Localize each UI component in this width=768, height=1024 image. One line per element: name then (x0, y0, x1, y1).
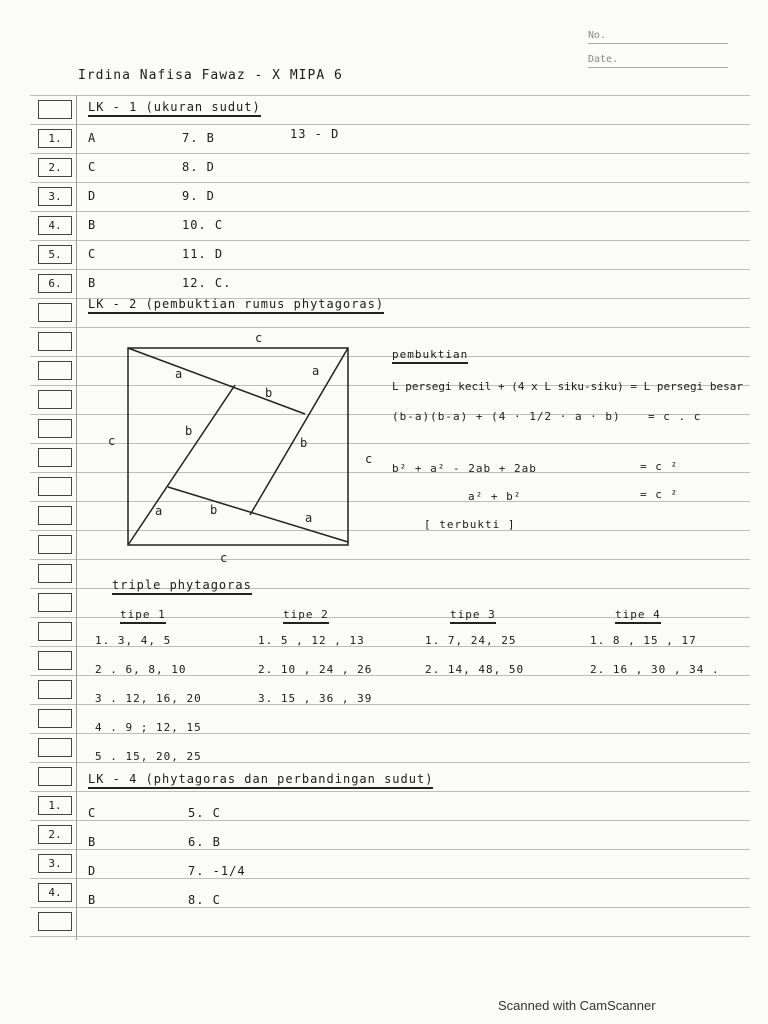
margin-box: 6. (38, 274, 72, 293)
answer-lk1-11: 11. D (182, 247, 224, 261)
ruled-line (30, 240, 750, 241)
margin-box: 5. (38, 245, 72, 264)
margin-box (38, 709, 72, 728)
margin-box (38, 303, 72, 322)
triple-type-label: tipe 1 (120, 608, 166, 624)
margin-box (38, 100, 72, 119)
margin-box: 2. (38, 825, 72, 844)
label-c-left: c (108, 434, 116, 448)
answer-lk1-12: 12. C. (182, 276, 232, 290)
label-a: a (155, 504, 163, 518)
diagram-line (168, 487, 348, 542)
margin-line (76, 95, 77, 940)
margin-box (38, 593, 72, 612)
answer-lk4-6: 6. B (188, 835, 221, 849)
margin-box (38, 506, 72, 525)
label-b: b (265, 386, 273, 400)
ruled-line (30, 124, 750, 125)
ruled-line (30, 791, 750, 792)
margin-box (38, 912, 72, 931)
answer-lk1-5: C (88, 247, 97, 261)
divider (588, 43, 728, 44)
triple-item: 3. 15 , 36 , 39 (258, 692, 373, 705)
ruled-line (30, 182, 750, 183)
diagram-line (128, 385, 235, 545)
proof-line: [ terbukti ] (424, 518, 516, 531)
margin-box (38, 332, 72, 351)
ruled-line (30, 211, 750, 212)
triple-item: 2. 10 , 24 , 26 (258, 663, 373, 676)
margin-box (38, 390, 72, 409)
margin-box (38, 622, 72, 641)
label-a: a (305, 511, 313, 525)
date-label: Date. (588, 54, 619, 65)
ruled-line (30, 95, 750, 96)
proof-line: b² + a² - 2ab + 2ab (392, 462, 537, 475)
no-label: No. (588, 30, 607, 41)
proof-line: a² + b² (468, 490, 522, 503)
answer-lk1-8: 8. D (182, 160, 215, 174)
margin-box (38, 680, 72, 699)
answer-lk4-8: 8. C (188, 893, 221, 907)
label-b: b (185, 424, 193, 438)
triple-item: 1. 8 , 15 , 17 (590, 634, 697, 647)
triple-item: 4 . 9 ; 12, 15 (95, 721, 202, 734)
answer-lk1-3: D (88, 189, 97, 203)
answer-lk4-1: C (88, 806, 97, 820)
divider (588, 67, 728, 68)
ruled-line (30, 907, 750, 908)
ruled-line (30, 820, 750, 821)
proof-rhs: = c . c (648, 410, 702, 423)
answer-lk1-2: C (88, 160, 97, 174)
ruled-line (30, 878, 750, 879)
ruled-line (30, 936, 750, 937)
triple-type-label: tipe 2 (283, 608, 329, 624)
label-a: a (175, 367, 183, 381)
proof-title: pembuktian (392, 348, 468, 364)
margin-box (38, 419, 72, 438)
answer-lk1-1: A (88, 131, 97, 145)
label-c-bottom: c (220, 551, 228, 565)
margin-box (38, 477, 72, 496)
margin-box: 3. (38, 187, 72, 206)
pythagoras-proof-diagram (100, 330, 400, 575)
margin-box: 3. (38, 854, 72, 873)
answer-lk1-7: 7. B (182, 131, 215, 145)
triple-item: 2. 16 , 30 , 34 . (590, 663, 720, 676)
margin-box (38, 564, 72, 583)
triple-item: 2 . 6, 8, 10 (95, 663, 187, 676)
triple-item: 3 . 12, 16, 20 (95, 692, 202, 705)
answer-lk4-7: 7. -1/4 (188, 864, 246, 878)
student-name: Irdina Nafisa Fawaz - X MIPA 6 (78, 68, 343, 83)
answer-lk1-4: B (88, 218, 97, 232)
margin-box (38, 448, 72, 467)
ruled-line (30, 849, 750, 850)
triple-item: 1. 7, 24, 25 (425, 634, 517, 647)
label-a: a (312, 364, 320, 378)
triple-item: 2. 14, 48, 50 (425, 663, 525, 676)
triple-item: 1. 5 , 12 , 13 (258, 634, 365, 647)
proof-rhs: = c ² (640, 488, 679, 501)
lk2-title: LK - 2 (pembuktian rumus phytagoras) (88, 297, 384, 314)
margin-box: 1. (38, 796, 72, 815)
triple-item: 5 . 15, 20, 25 (95, 750, 202, 763)
label-b: b (210, 503, 218, 517)
lk1-title: LK - 1 (ukuran sudut) (88, 100, 261, 117)
label-b: b (300, 436, 308, 450)
margin-box (38, 767, 72, 786)
margin-box (38, 738, 72, 757)
proof-rhs: = c ² (640, 460, 679, 473)
triple-item: 1. 3, 4, 5 (95, 634, 172, 647)
answer-lk1-6: B (88, 276, 97, 290)
ruled-line (30, 269, 750, 270)
proof-line: L persegi kecil + (4 x L siku-siku) = L persegi besar (392, 380, 743, 393)
triple-type-label: tipe 3 (450, 608, 496, 624)
answer-lk4-4: B (88, 893, 97, 907)
label-c-right: c (365, 452, 373, 466)
margin-box (38, 361, 72, 380)
answer-lk1-13: 13 - D (290, 127, 340, 141)
ruled-line (30, 153, 750, 154)
proof-line: (b-a)(b-a) + (4 · 1/2 · a · b) (392, 410, 621, 423)
answer-lk1-9: 9. D (182, 189, 215, 203)
lk4-title: LK - 4 (phytagoras dan perbandingan sudut) (88, 772, 433, 789)
answer-lk4-2: B (88, 835, 97, 849)
diagram-line (128, 348, 305, 414)
margin-box (38, 651, 72, 670)
margin-box: 4. (38, 883, 72, 902)
answer-lk4-5: 5. C (188, 806, 221, 820)
margin-box (38, 535, 72, 554)
ruled-line (30, 327, 750, 328)
margin-box: 2. (38, 158, 72, 177)
label-c-top: c (255, 331, 263, 345)
triple-type-label: tipe 4 (615, 608, 661, 624)
margin-box: 1. (38, 129, 72, 148)
answer-lk1-10: 10. C (182, 218, 224, 232)
answer-lk4-3: D (88, 864, 97, 878)
scanner-watermark: Scanned with CamScanner (498, 998, 656, 1013)
diagram-line (250, 348, 348, 515)
triple-title: triple phytagoras (112, 578, 252, 595)
margin-box: 4. (38, 216, 72, 235)
